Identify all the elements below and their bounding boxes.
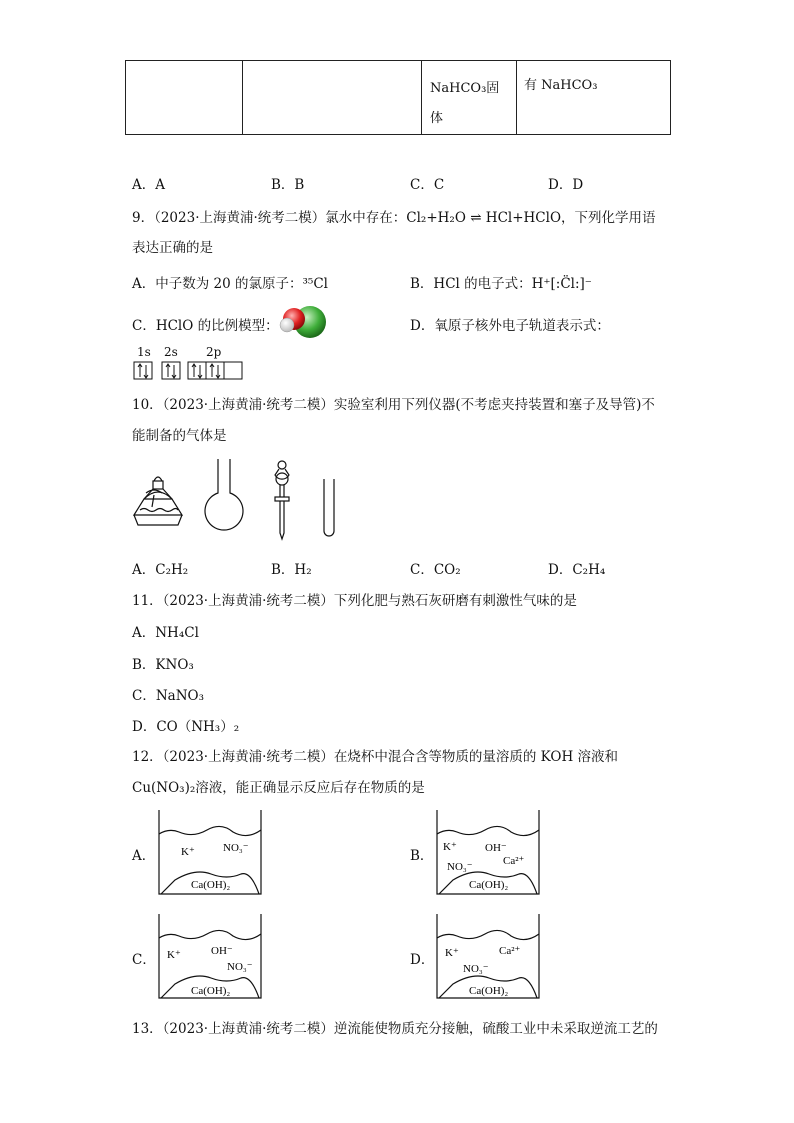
q9-option-a[interactable]: A．中子数为 20 的氯原子：³⁵Cl [132,276,328,292]
orbital-label-2s: 2s [164,345,178,359]
q10-option-c[interactable]: C．CO₂ [410,562,461,578]
q12-option-b-beaker[interactable] [435,810,541,896]
q12-option-c-beaker[interactable] [157,914,263,1000]
q8-option-b[interactable]: B．B [271,177,305,193]
table-cell-empty-1 [126,61,243,135]
alcohol-lamp-icon [134,477,182,525]
q11-option-a[interactable]: A．NH₄Cl [132,625,199,641]
table-cell-reagent-line2: 体 [430,111,444,126]
ion-oh: OH⁻ [211,945,233,957]
q12-option-c-label[interactable]: C． [132,952,156,968]
separatory-funnel-icon [275,461,289,539]
ion-no3: NO₃⁻ [227,961,253,973]
hclo-space-filling-model [278,302,330,344]
table-cell-empty-2 [243,61,422,135]
ion-k: K⁺ [443,841,457,853]
ion-no3: NO₃⁻ [463,963,489,975]
q10-stem-line1: 10．（2023·上海黄浦·统考二模）实验室利用下列仪器(不考虑夹持装置和塞子及导管)不 [132,397,655,413]
orbital-label-1s: 1s [137,345,151,359]
q12-option-d-beaker[interactable] [435,914,541,1000]
q12-stem-line2: Cu(NO₃)₂溶液，能正确显示反应后存在物质的是 [132,780,425,796]
table-cell-reagent [422,61,517,135]
table-cell-result-text: 有 NaHCO₃ [524,78,598,93]
ion-no3: NO₃⁻ [447,861,473,873]
apparatus-illustration [132,455,352,549]
precipitate-label: Ca(OH)₂ [191,985,231,997]
ion-ca: Ca²⁺ [503,855,525,867]
q8-options [0,173,794,193]
q8-option-d[interactable]: D．D [548,177,584,193]
ion-ca: Ca²⁺ [499,945,521,957]
precipitate-label: Ca(OH)₂ [469,879,509,891]
q11-option-c[interactable]: C．NaNO₃ [132,688,204,704]
q12-option-d-label[interactable]: D． [410,952,435,968]
precipitate-label: Ca(OH)₂ [191,879,231,891]
orbital-boxes [133,361,248,381]
q8-option-a[interactable]: A．A [132,177,165,193]
q11-stem: 11．（2023·上海黄浦·统考二模）下列化肥与熟石灰研磨有刺激性气味的是 [132,593,577,609]
orbital-diagram [133,345,248,381]
q10-option-a[interactable]: A．C₂H₂ [132,562,189,578]
q12-option-a-label[interactable]: A． [132,848,156,864]
q10-stem-line2: 能制备的气体是 [132,428,227,444]
orbital-label-2p: 2p [206,345,222,359]
ion-no3: NO₃⁻ [223,842,249,854]
q9-stem-line1: 9．（2023·上海黄浦·统考二模）氯水中存在：Cl₂+H₂O ⇌ HCl+HClO，下列化学用语 [132,210,656,226]
q13-stem-line1: 13．（2023·上海黄浦·统考二模）逆流能使物质充分接触，硫酸工业中未采取逆流工艺的 [132,1021,658,1037]
table-cell-result [517,61,671,135]
ion-oh: OH⁻ [485,842,507,854]
test-tube-icon [324,479,334,536]
ion-k: K⁺ [445,947,459,959]
q8-option-c[interactable]: C．C [410,177,445,193]
precipitate-label: Ca(OH)₂ [469,985,509,997]
q10-options [0,558,794,578]
table-cell-reagent-line1: NaHCO₃固 [430,81,500,96]
answer-table [125,60,671,135]
q9-option-c[interactable]: C．HClO 的比例模型： [132,318,279,334]
flask-icon [205,459,243,530]
q10-option-d[interactable]: D．C₂H₄ [548,562,606,578]
q9-stem-line2: 表达正确的是 [132,240,213,256]
q9-option-b[interactable]: B．HCl 的电子式：H⁺[:C̈l:]⁻ [410,276,592,292]
q12-option-b-label[interactable]: B． [410,848,434,864]
ion-k: K⁺ [181,846,195,858]
q12-stem-line1: 12．（2023·上海黄浦·统考二模）在烧杯中混合含等物质的量溶质的 KOH 溶液和 [132,749,619,765]
q9-option-d[interactable]: D．氧原子核外电子轨道表示式： [410,318,610,334]
q11-option-b[interactable]: B．KNO₃ [132,657,194,673]
ion-k: K⁺ [167,949,181,961]
q10-option-b[interactable]: B．H₂ [271,562,312,578]
q12-option-a-beaker[interactable] [157,810,263,896]
q11-option-d[interactable]: D．CO（NH₃）₂ [132,719,240,735]
